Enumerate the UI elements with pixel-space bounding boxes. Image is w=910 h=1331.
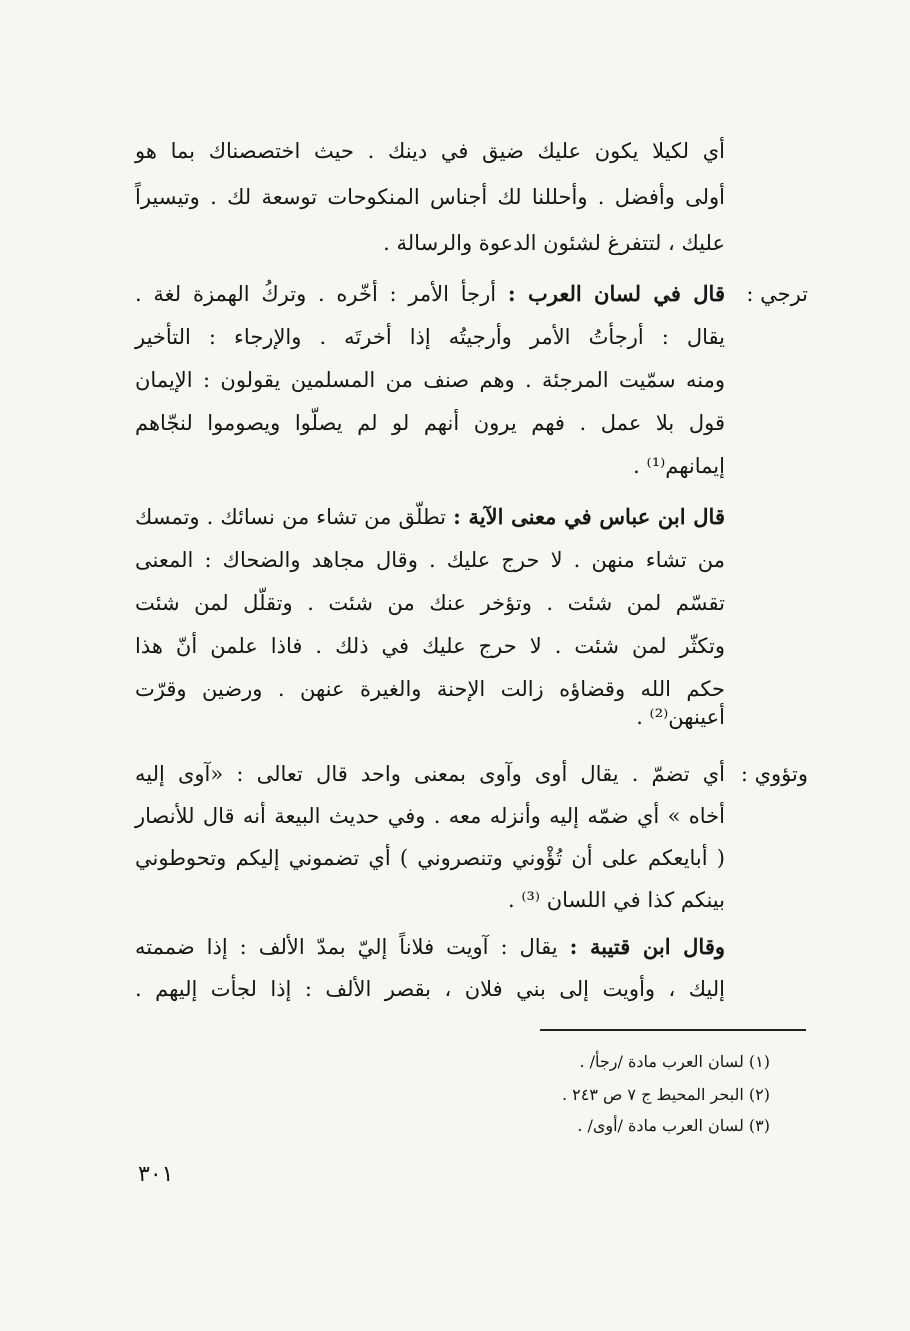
term-heading: وتؤوي : (740, 762, 808, 786)
text-line: أعينهن⁽²⁾ . (636, 705, 725, 729)
text-line (135, 930, 725, 964)
text-line: إيمانهم⁽¹⁾ . (633, 454, 725, 478)
text-line: أخاه » أي ضمّه إليه وأنزله معه . وفي حديث البيعة أنه قال للأنصار (135, 804, 725, 828)
text-line: قول بلا عمل . فهم يرون أنهم لو لم يصلّوا ويصوموا لنجّاهم (135, 411, 725, 435)
text-line: عليك ، لتتفرغ لشئون الدعوة والرسالة . (383, 231, 725, 255)
text-line: أي تضمّ . يقال أوى وآوى بمعنى واحد قال تعالى : «آوى إليه (135, 762, 725, 786)
footnote-3: (٣) لسان العرب مادة /أوى/ . (577, 1116, 770, 1135)
text-line: وتكثّر لمن شئت . لا حرج عليك في ذلك . فاذا علمن أنّ هذا (135, 634, 725, 658)
text-line (135, 500, 725, 534)
page-number: ٣٠١ (138, 1162, 174, 1187)
text-line: أي لكيلا يكون عليك ضيق في دينك . حيث اختصصناك بما هو (135, 139, 725, 163)
bold-lead: قال في لسان العرب : (507, 281, 725, 306)
text-line: حكم الله وقضاؤه زالت الإحنة والغيرة عنهن . ورضين وقرّت (135, 677, 725, 701)
footnote-2: (٢) البحر المحيط ج ٧ ص ٢٤٣ . (561, 1085, 770, 1104)
bold-lead: قال ابن عباس في معنى الآية : (453, 504, 725, 529)
line-rest: تطلّق من تشاء من نسائك . وتمسك (135, 505, 454, 529)
text-line: أولى وأفضل . وأحللنا لك أجناس المنكوحات توسعة لك . وتيسيراً (135, 185, 725, 209)
term-heading: ترجي : (746, 282, 808, 306)
line-rest: يقال : آويت فلاناً إليّ بمدّ الألف : إذا ضممته (135, 935, 570, 959)
text-line: إليك ، وأويت إلى بني فلان ، بقصر الألف : إذا لجأت إليهم . (135, 977, 725, 1001)
text-line: ( أبايعكم على أن تُؤْوني وتنصروني ) أي تضموني إليكم وتحوطوني (135, 846, 725, 870)
text-line (135, 277, 725, 311)
footnote-divider (540, 1029, 806, 1031)
line-rest: أرجأ الأمر : أخّره . وتركُ الهمزة لغة . (135, 282, 508, 306)
text-line: ومنه سمّيت المرجئة . وهم صنف من المسلمين يقولون : الإيمان (135, 368, 725, 392)
bold-lead: وقال ابن قتيبة : (569, 934, 725, 959)
text-line: من تشاء منهن . لا حرج عليك . وقال مجاهد والضحاك : المعنى (135, 548, 725, 572)
text-line: بينكم كذا في اللسان ⁽³⁾ . (507, 888, 725, 912)
text-line: تقسّم لمن شئت . وتؤخر عنك من شئت . وتقلّل لمن شئت (135, 591, 725, 615)
footnote-1: (١) لسان العرب مادة /رجأ/ . (579, 1052, 770, 1071)
text-line: يقال : أرجأتُ الأمر وأرجيتُه إذا أخرتَه . والإرجاء : التأخير (135, 325, 725, 349)
